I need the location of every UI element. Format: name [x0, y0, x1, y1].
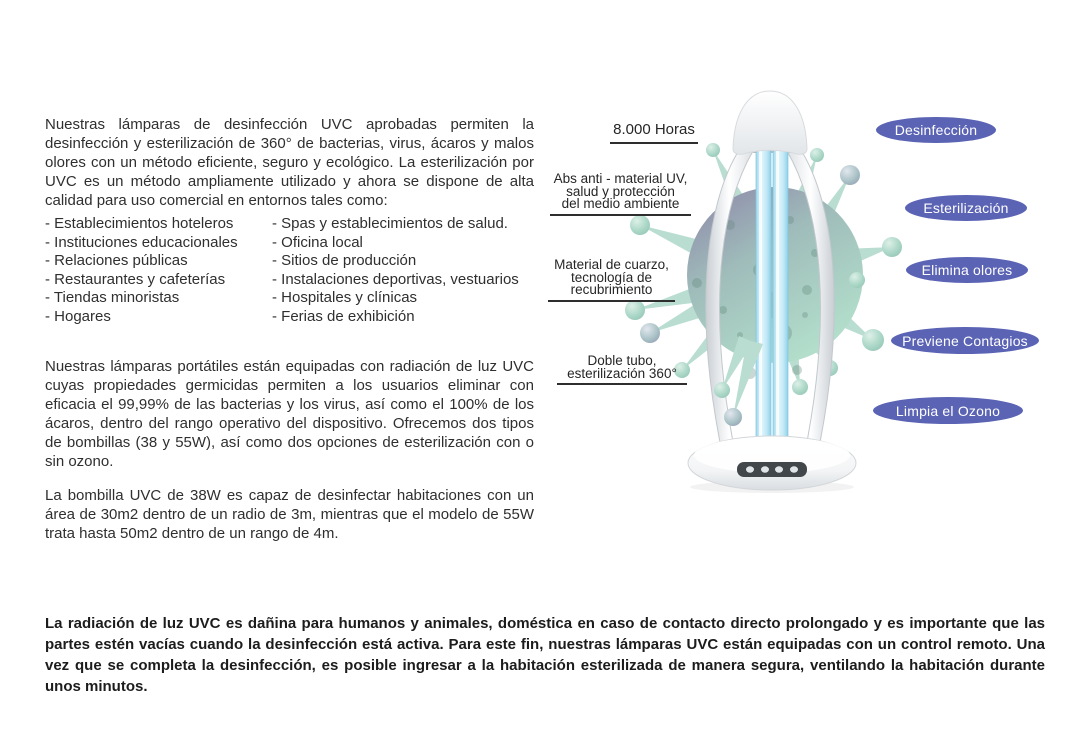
callout-line: recubrimiento — [570, 282, 653, 297]
callout-line: esterilización 360° — [567, 365, 677, 381]
callout-line: Abs anti - material UV, — [553, 171, 688, 186]
callout-line: salud y protección — [566, 183, 675, 199]
callout-line: Material de cuarzo, — [554, 257, 669, 272]
list-item: - Restaurantes y cafeterías — [45, 270, 226, 288]
callout-abs-anti-material — [550, 173, 691, 216]
list-item: - Oficina local — [272, 233, 363, 251]
lamp-dome — [733, 91, 807, 154]
callout-doble-tubo — [557, 355, 687, 385]
badge-elimina-olores: Elimina olores — [906, 257, 1028, 283]
badge-esterilizacion: Esterilización — [905, 195, 1027, 221]
list-item: - Sitios de producción — [272, 252, 417, 270]
callout-line: del medio ambiente — [561, 196, 680, 211]
features-paragraph: Nuestras lámparas portátiles están equipadas con radiación de luz UVC cuyas propiedades germicidas permiten a los usuarios eliminar con eficacia el 99,99% de las bacterias y los virus, así como el 100% de los ácaros, dentro del rango operativo del dispositivo. Ofrecemos dos tipos de bombillas (38 y 55W), así como dos opciones de esterilización con o sin ozono. — [45, 358, 534, 470]
list-item: - Instalaciones deportivas, vestuarios — [272, 270, 519, 288]
badge-previene-contagios: Previene Contagios — [891, 327, 1039, 354]
list-item: - Relaciones públicas — [45, 252, 188, 270]
coverage-paragraph: La bombilla UVC de 38W es capaz de desinfectar habitaciones con un área de 30m2 dentro de un radio de 3m, mientras que el modelo de 55W trata hasta 50m2 dentro de un rango de 4m. — [45, 487, 534, 542]
environments-column-1 — [45, 215, 272, 327]
lamp-base — [688, 436, 856, 493]
callout-line: Doble tubo, — [587, 353, 657, 368]
list-item: - Hospitales y clínicas — [272, 289, 418, 307]
environments-list — [45, 215, 545, 327]
badge-limpia-el-ozono: Limpia el Ozono — [873, 397, 1023, 424]
intro-paragraph: Nuestras lámparas de desinfección UVC aprobadas permiten la desinfección y esterilización de 360° de bacterias, virus, ácaros y malos olores con un método eficiente, seguro y ecológico. La esterilización por UVC es un método ampliamente utilizado y ahora se dispone de alta calidad para uso comercial en entornos tales como: — [45, 116, 534, 209]
callout-line: 8.000 Horas — [613, 121, 695, 138]
callout-material-cuarzo — [548, 259, 675, 302]
list-item: - Establecimientos hoteleros — [45, 215, 234, 232]
warning-paragraph: La radiación de luz UVC es dañina para humanos y animales, doméstica en caso de contacto directo prolongado y es importante que las partes estén vacías cuando la desinfección está activa. Para este fin, nuestras lámparas UVC están equipadas con un control remoto. Una vez que se completa la desinfección, es posible ingresar a la habitación esterilizada de manera segura, ventilando la habitación durante unos minutos. — [45, 615, 1045, 695]
list-item: - Ferias de exhibición — [272, 307, 415, 325]
badge-desinfeccion: Desinfección — [876, 117, 996, 143]
environments-column-2 — [272, 215, 519, 327]
list-item: - Tiendas minoristas — [45, 289, 180, 307]
list-item: - Instituciones educacionales — [45, 233, 238, 251]
callout-line: tecnología de — [570, 269, 653, 285]
control-panel — [737, 462, 807, 477]
list-item: - Spas y establecimientos de salud. — [272, 215, 508, 232]
callout-8000-horas — [610, 121, 698, 144]
list-item: - Hogares — [45, 307, 111, 325]
